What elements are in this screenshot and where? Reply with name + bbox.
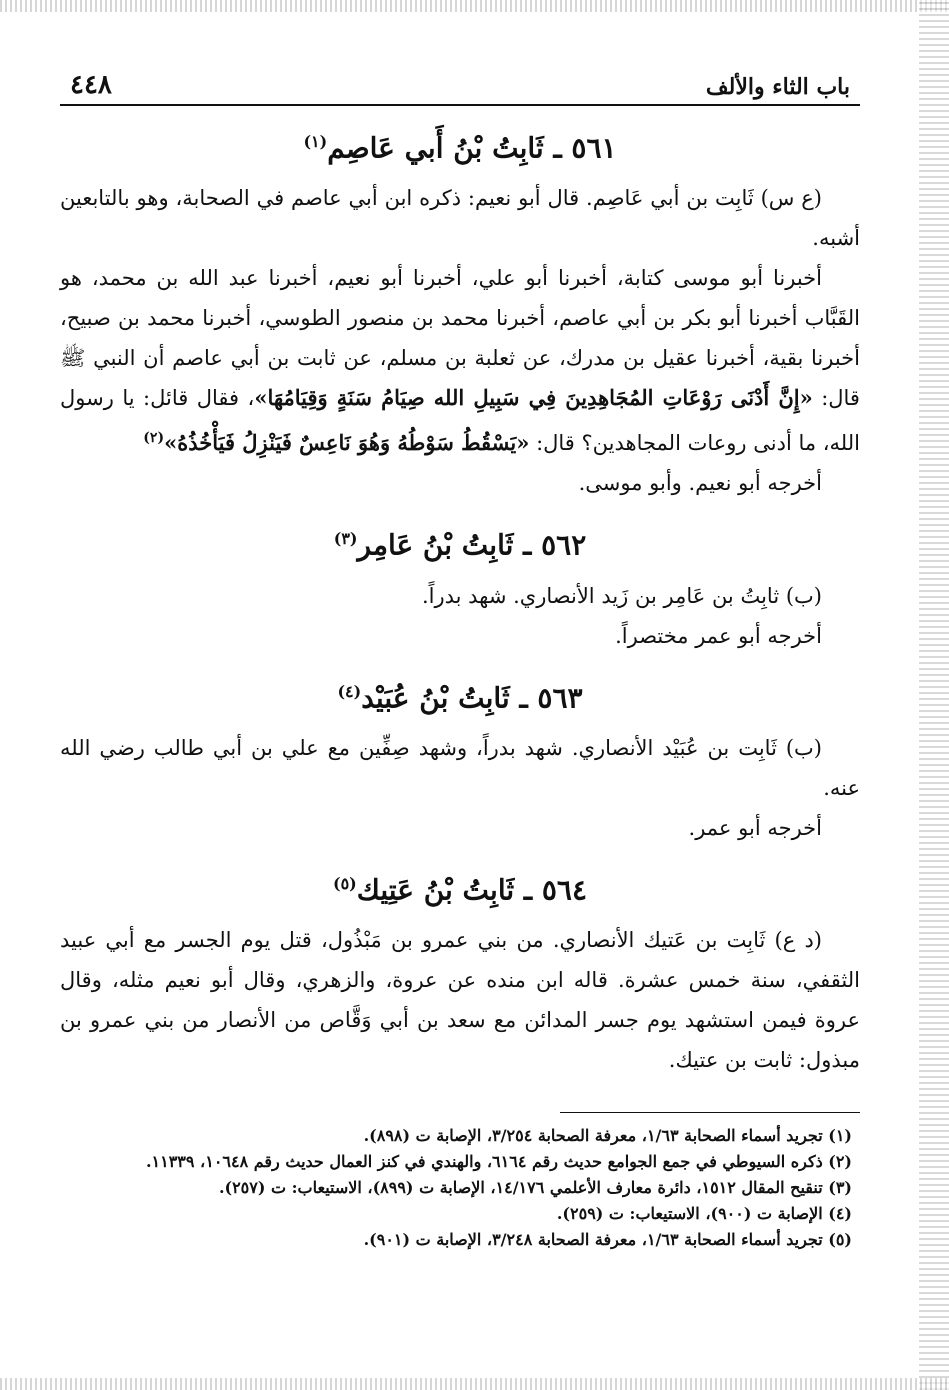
footnote: (٥) تجريد أسماء الصحابة ١/٦٣، معرفة الصحابة ٣/٢٤٨، الإصابة ت (٩٠١). (363, 1230, 852, 1250)
entry-heading (60, 124, 860, 166)
isnad-text: أخبرنا أبو موسى كتابة، أخبرنا أبو علي، أخبرنا أبو نعيم، أخبرنا عبد الله بن محمد، هو القَبَّاب أخبرنا أبو بكر بن أبي عاصم، أخبرنا محمد بن منصور الطوسي، أخبرنا محمد بن صبيح، أخبرنا بقية، أخبرنا عقيل بن مدرك، عن ثعلبة بن مسلم، عن ثابت بن أبي عاصم أن النبي ﷺ قال: (60, 266, 860, 411)
decorative-border-top (0, 0, 949, 12)
footnote-marker: (٥) (333, 873, 357, 893)
book-page (60, 60, 860, 1360)
footnote-marker: (١) (303, 132, 328, 151)
entry-paragraph: (ب) ثابِتُ بن عَامِر بن زَيد الأنصاري. شهد بدراً. (421, 583, 822, 608)
entry-561 (60, 124, 860, 503)
entry-paragraph: أخرجه أبو نعيم. وأبو موسى. (578, 471, 822, 496)
entry-paragraph: أخرجه أبو عمر مختصراً. (615, 623, 822, 648)
footnote: (٢) ذكره السيوطي في جمع الجوامع حديث رقم ٦١٦٤، والهندي في كنز العمال حديث رقم ١٠٦٤٨، ١١٣٣٩. (145, 1152, 852, 1172)
entry-heading (60, 674, 860, 716)
decorative-border-right (919, 0, 949, 1390)
footnote: (٤) الإصابة ت (٩٠٠)، الاستيعاب: ت (٢٥٩). (556, 1204, 852, 1224)
entry-paragraph: (ب) ثَابِت بن عُبَيْد الأنصاري. شهد بدراً، وشهد صِفِّين مع علي بن أبي طالب رضي الله عنه. (60, 735, 860, 800)
footnote-marker: (٣) (333, 529, 358, 549)
entry-562 (60, 521, 860, 655)
entry-paragraph: أخرجه أبو عمر. (688, 815, 822, 840)
entry-heading (60, 866, 860, 908)
hadith-quote: «يَسْقُطُ سَوْطُهُ وَهُوَ نَاعِسٌ فَيَنْزِلُ فَيَأْخُذُهُ» (164, 430, 530, 456)
entry-paragraph: (د ع) ثَابِت بن عَتيك الأنصاري. من بني عمرو بن مَبْذُول، قتل يوم الجسر مع أبي عبيد الثقفي، سنة خمس عشرة. قاله ابن منده عن عروة، والزهري، وقال أبو نعيم مثله، وقال عروة فيمن استشهد يوم جسر المدائن مع سعد بن أبي وَقَّاص من الأنصار من بني عمرو بن مبذول: ثابت بن عتيك. (60, 928, 860, 1073)
entry-564 (60, 866, 860, 1080)
hadith-paragraph (60, 258, 860, 463)
entry-title: ٥٦٣ ـ ثَابِتُ بْنُ عُبَيْد (361, 680, 583, 714)
hadith-quote: «إِنَّ أَدْنَى رَوْعَاتِ المُجَاهِدِينَ فِي سَبِيلِ الله صِيَامُ سَنَةٍ وَقِيَامُهَا» (254, 385, 813, 411)
entry-563 (60, 674, 860, 848)
entry-title: ٥٦٤ ـ ثَابِتُ بْنُ عَتِيك (356, 873, 587, 907)
running-header (60, 60, 860, 106)
footnote: (١) تجريد أسماء الصحابة ١/٦٣، معرفة الصحابة ٣/٢٥٤، الإصابة ت (٨٩٨). (363, 1126, 852, 1146)
dialogue-text: ، فقال قائل: يا رسول الله، ما أدنى روعات المجاهدين؟ قال: (60, 386, 860, 456)
footnotes (60, 1123, 860, 1253)
entry-title: ٥٦٢ ـ ثَابِتُ بْنُ عَامِر (357, 528, 587, 562)
chapter-title: باب الثاء والألف (705, 74, 850, 100)
footnote: (٣) تنقيح المقال ١٥١٢، دائرة معارف الأعلمي ١٤/١٧٦، الإصابة ت (٨٩٩)، الاستيعاب: ت (٢٥٧). (218, 1178, 852, 1198)
page-number: ٤٤٨ (70, 70, 112, 100)
footnote-marker: (٤) (337, 681, 362, 701)
entry-title: ٥٦١ ـ ثَابِتُ بْنُ أَبي عَاصِم (327, 131, 617, 165)
footnote-divider (560, 1112, 860, 1113)
footnote-marker: (٢) (143, 430, 165, 447)
entry-paragraph: (ع س) ثَابِت بن أبي عَاصِم. قال أبو نعيم: ذكره ابن أبي عاصم في الصحابة، وهو بالتابعين أشبه. (60, 186, 860, 251)
entry-heading (60, 521, 860, 563)
decorative-border-bottom (0, 1378, 949, 1390)
